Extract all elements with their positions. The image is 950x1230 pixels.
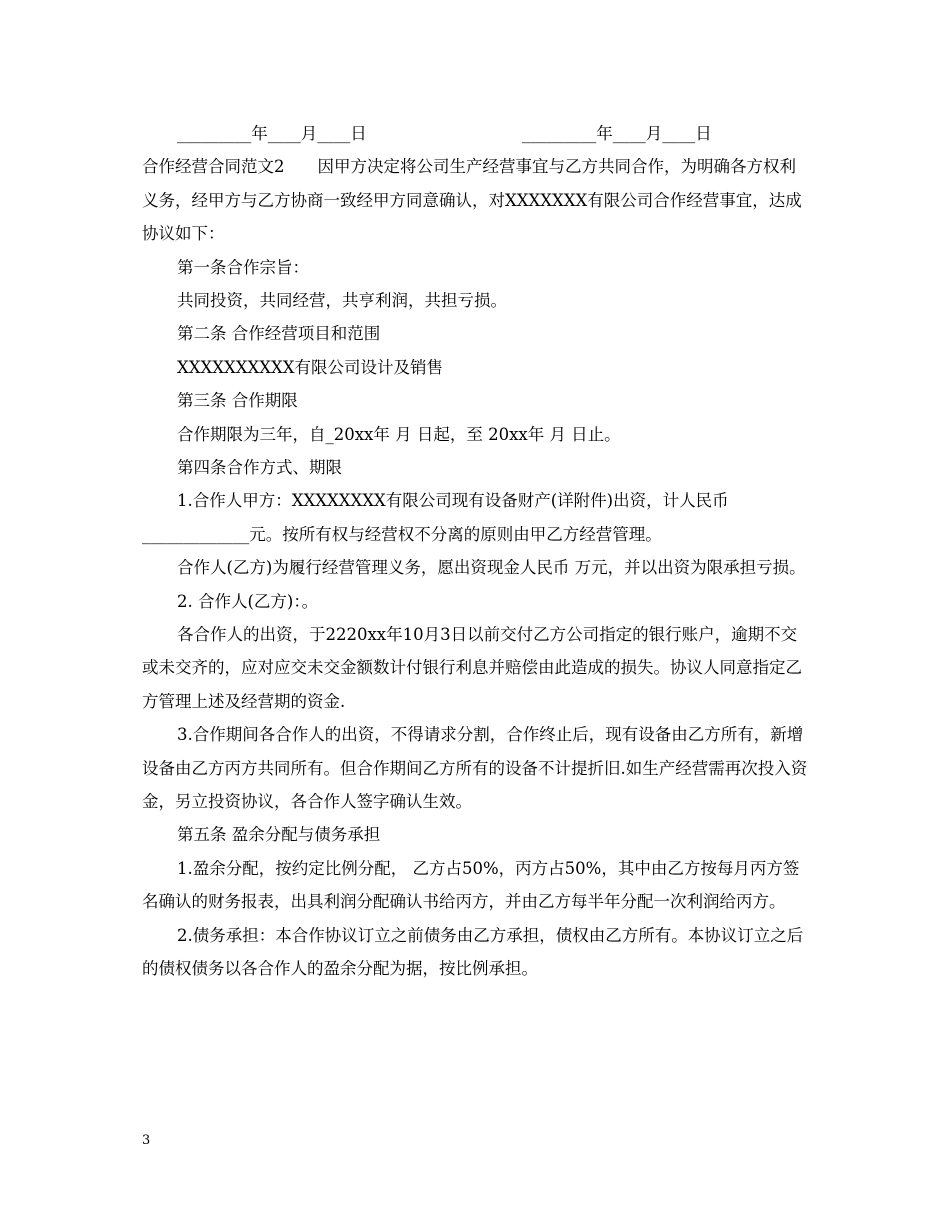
intro-paragraph: 合作经营合同范文2 因甲方决定将公司生产经营事宜与乙方共同合作，为明确各方权利义务，经甲方与乙方协商一致经甲方同意确认，对XXXXXXX有限公司合作经营事宜，达成协议如下：	[142, 157, 802, 244]
article-4-clause-2b: 各合作人的出资，于2220xx年10月3日以前交付乙方公司指定的银行账户，逾期不交或未交齐的，应对应交未交金额数计付银行利息并赔偿由此造成的损失。协议人同意指定乙方管理上述及经营期的资金.	[142, 624, 802, 711]
date-blank-right: _________年____月____日	[522, 124, 712, 143]
document-body	[142, 117, 812, 985]
article-5-clause-2: 2.债务承担：本合作协议订立之前债务由乙方承担，债权由乙方所有。本协议订立之后的债权债务以各合作人的盈余分配为据，按比例承担。	[142, 925, 804, 978]
date-blank-left: _________年____月____日	[177, 124, 367, 143]
article-2-body: XXXXXXXXXX有限公司设计及销售	[177, 357, 443, 377]
article-3-title: 第三条 合作期限	[177, 391, 298, 411]
article-4-title: 第四条合作方式、期限	[177, 457, 342, 477]
article-2-title: 第二条 合作经营项目和范围	[177, 324, 381, 344]
signature-date-row	[142, 117, 812, 150]
article-3-body: 合作期限为三年，自_20xx年 月 日起，至 20xx年 月 日止。	[177, 424, 621, 444]
article-4-clause-1b: 合作人(乙方)为履行经营管理义务，愿出资现金人民币 万元，并以出资为限承担亏损。	[177, 558, 806, 578]
article-4-clause-2: 2. 合作人(乙方)：。	[177, 591, 319, 611]
article-4-clause-3: 3.合作期间各合作人的出资，不得请求分割，合作终止后，现有设备由乙方所有，新增设备由乙方丙方共同所有。但合作期间乙方所有的设备不计提折旧.如生产经营需再次投入资金，另立投资协议，各合作人签字确认生效。	[142, 725, 808, 811]
article-5-clause-1: 1.盈余分配，按约定比例分配， 乙方占50%，丙方占50%，其中由乙方按每月丙方签名确认的财务报表，出具利润分配确认书给丙方，并由乙方每半年分配一次利润给丙方。	[142, 858, 800, 912]
article-4-clause-1: 1.合作人甲方：XXXXXXXX有限公司现有设备财产(详附件)出资，计人民币_____________元。按所有权与经营权不分离的原则由甲乙方经营管理。	[142, 491, 729, 544]
article-1-body: 共同投资，共同经营，共亨利润，共担亏损。	[177, 291, 507, 310]
article-1-title: 第一条合作宗旨：	[177, 257, 309, 277]
page-number: 3	[142, 1133, 151, 1148]
article-5-title: 第五条 盈余分配与债务承担	[177, 825, 381, 845]
